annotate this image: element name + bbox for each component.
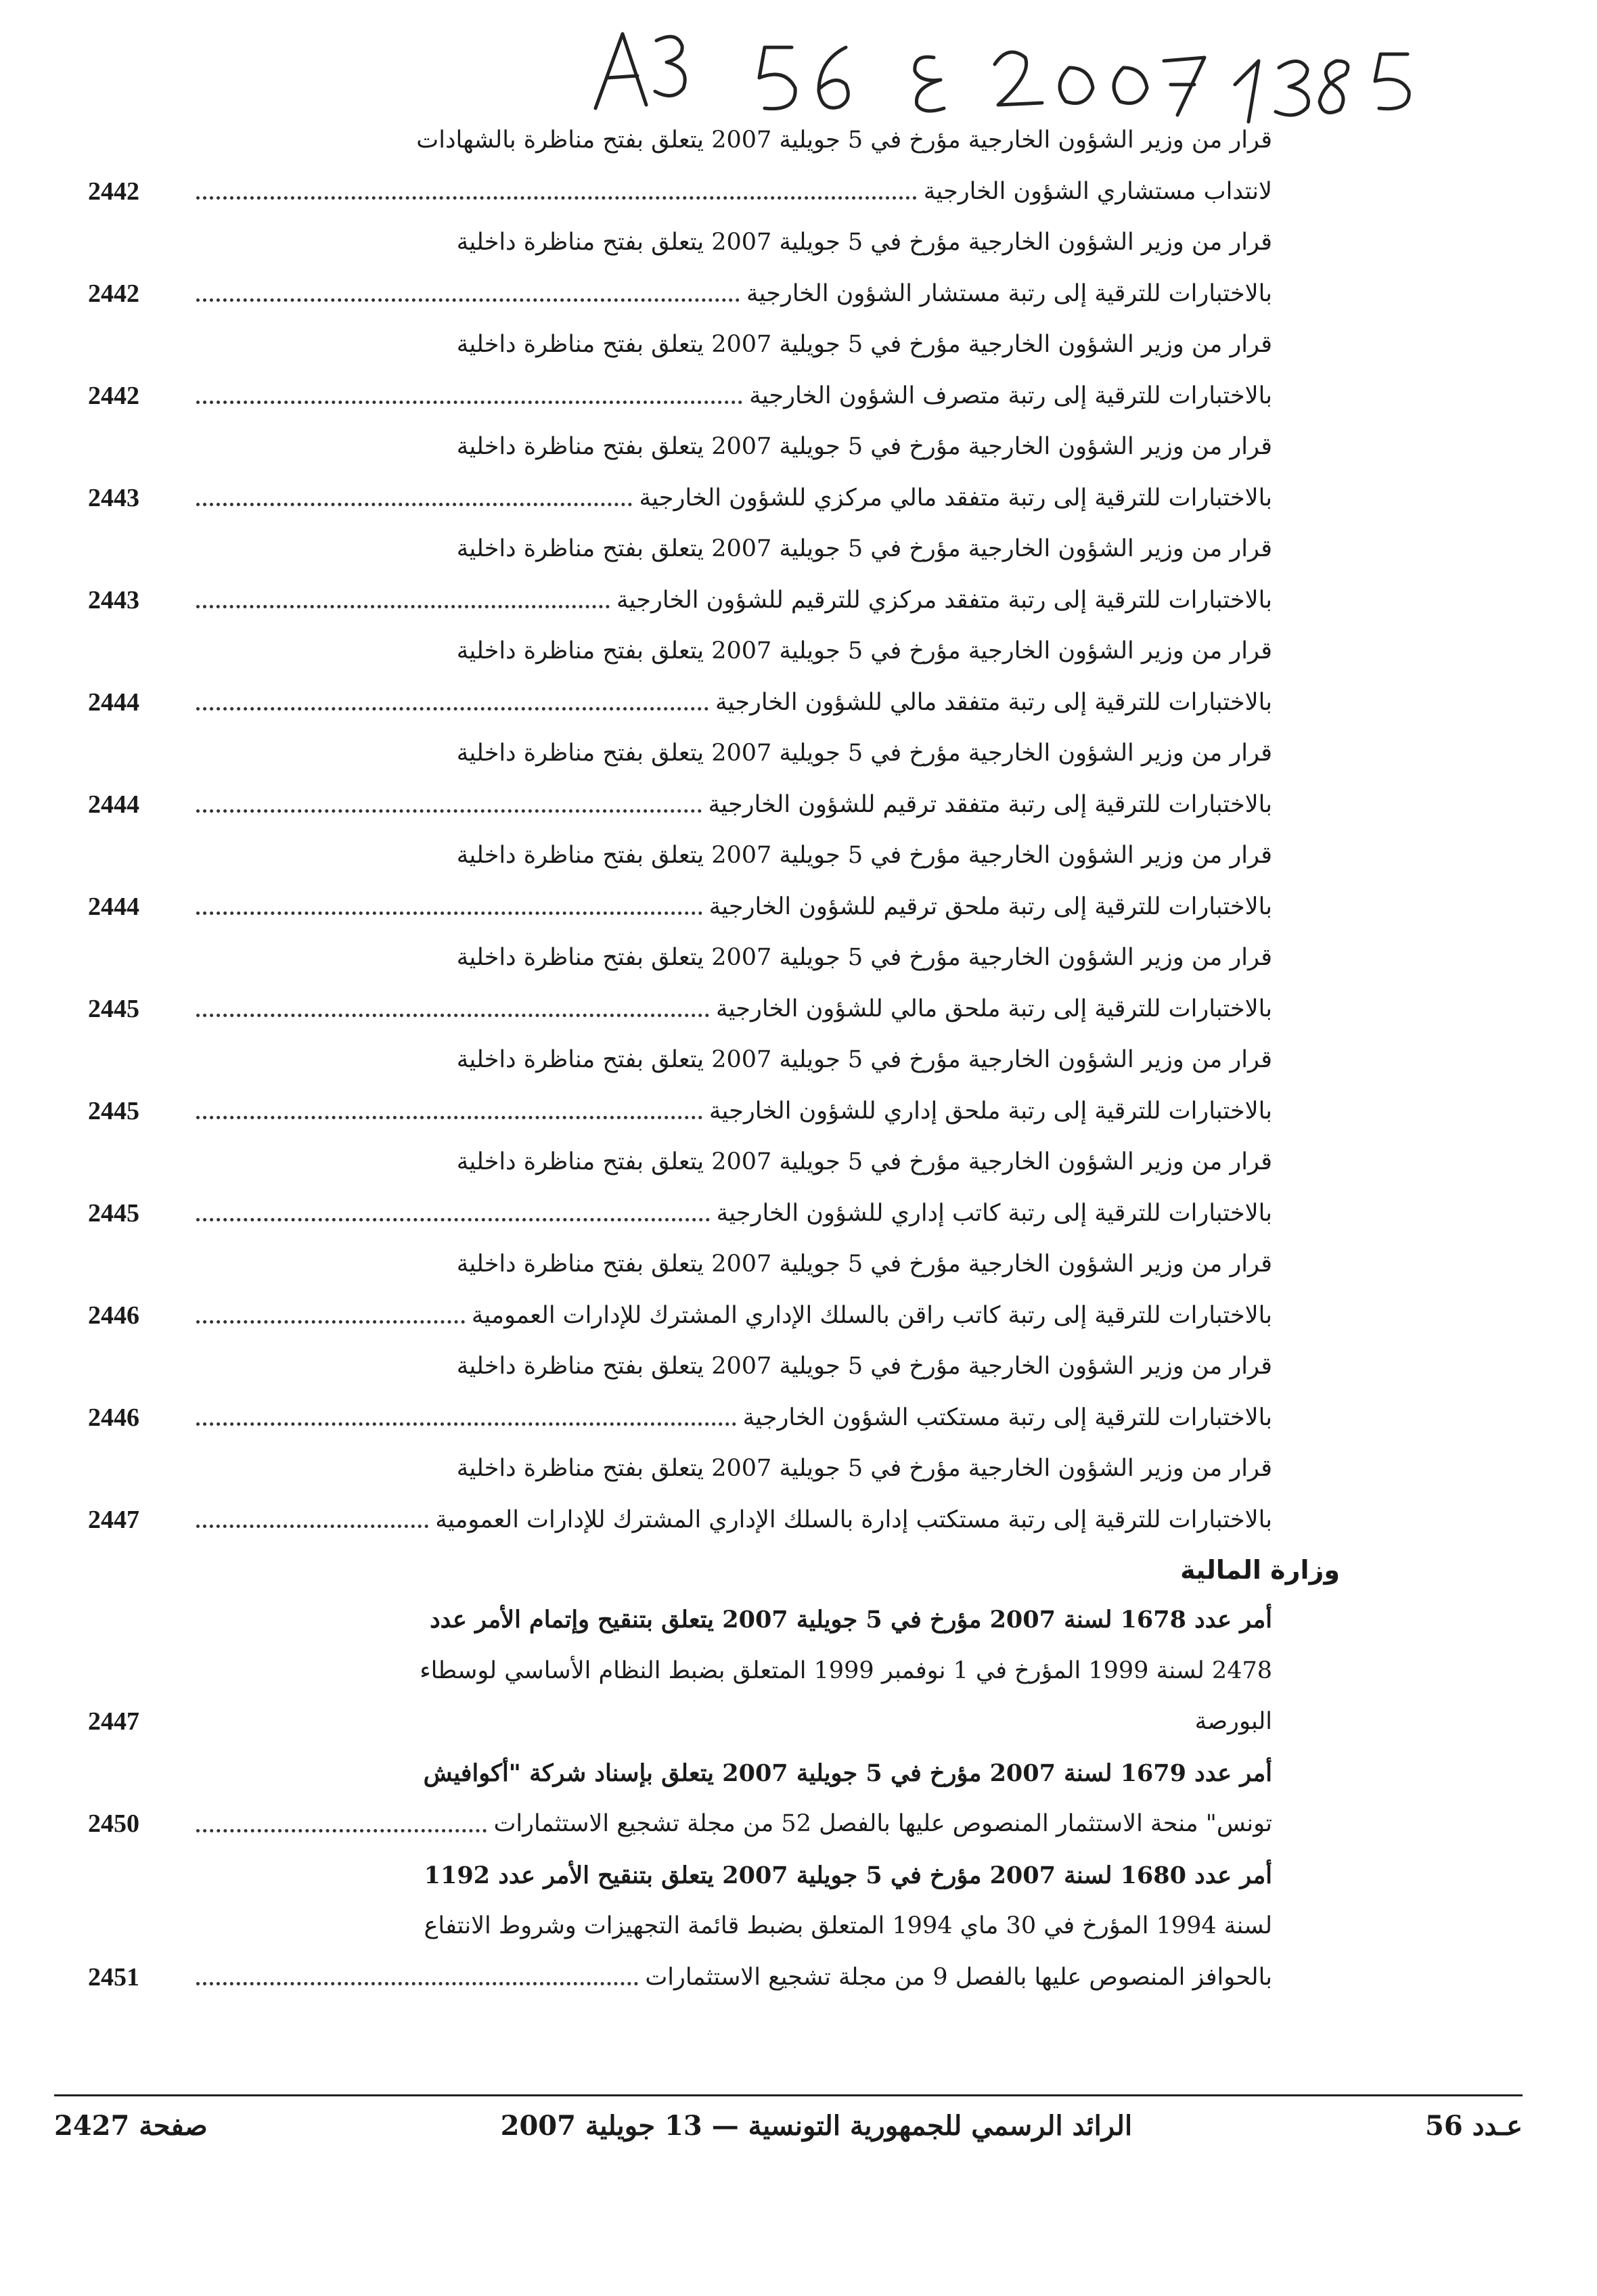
- entry-text: قرار من وزير الشؤون الخارجية مؤرخ في 5 جويلية 2007 يتعلق بفتح مناظرة داخلية: [456, 1148, 1272, 1175]
- entry-text: بالحوافز المنصوص عليها بالفصل 9 من مجلة تشجيع الاستثمارات: [645, 1963, 1272, 1991]
- entry-text: بالاختبارات للترقية إلى رتبة مستشار الشؤون الخارجية: [746, 279, 1272, 307]
- leader-dots: [196, 401, 742, 404]
- entry-text: بالاختبارات للترقية إلى رتبة متصرف الشؤون الخارجية: [749, 382, 1272, 409]
- toc-entry: [88, 1443, 1272, 1546]
- leader-dots: [196, 1982, 638, 1985]
- entry-text: أمر عدد 1679 لسنة 2007 مؤرخ في 5 جويلية 2007 يتعلق بإسناد شركة "أكوافيش: [423, 1759, 1272, 1787]
- entry-line: [196, 217, 1272, 269]
- page-reference: 2443: [88, 483, 139, 512]
- entry-line: [196, 1748, 1272, 1799]
- leader-dots: [196, 1218, 710, 1221]
- entry-text: قرار من وزير الشؤون الخارجية مؤرخ في 5 جويلية 2007 يتعلق بفتح مناظرة داخلية: [456, 842, 1272, 869]
- footer-divider: [54, 2094, 1523, 2096]
- entry-line: [88, 1086, 1272, 1138]
- leader-dots: [196, 1525, 428, 1528]
- toc-entry: [88, 1341, 1272, 1443]
- entry-text: تونس" منحة الاستثمار المنصوص عليها بالفصل 52 من مجلة تشجيع الاستثمارات: [493, 1810, 1272, 1837]
- toc-entry: [88, 1850, 1272, 2004]
- leader-dots: [196, 1014, 709, 1017]
- entry-line: [196, 1443, 1272, 1495]
- entry-line: [196, 932, 1272, 984]
- page-reference: 2442: [88, 279, 139, 308]
- entry-line: [196, 1341, 1272, 1393]
- entry-text: قرار من وزير الشؤون الخارجية مؤرخ في 5 جويلية 2007 يتعلق بفتح مناظرة داخلية: [456, 1353, 1272, 1380]
- leader-dots: [196, 196, 917, 200]
- entry-line: [88, 575, 1272, 627]
- entry-text: قرار من وزير الشؤون الخارجية مؤرخ في 5 جويلية 2007 يتعلق بفتح مناظرة داخلية: [456, 535, 1272, 562]
- entry-line: [88, 166, 1272, 218]
- entry-text: بالاختبارات للترقية إلى رتبة متفقد مالي مركزي للشؤون الخارجية: [639, 484, 1272, 512]
- toc-entry: [88, 115, 1272, 217]
- entry-text: أمر عدد 1680 لسنة 2007 مؤرخ في 5 جويلية 2007 يتعلق بتنقيح الأمر عدد 1192: [424, 1861, 1272, 1889]
- entry-line: [196, 1850, 1272, 1901]
- toc-entry: [88, 422, 1272, 524]
- page-reference: 2445: [88, 994, 139, 1023]
- entry-text: بالاختبارات للترقية إلى رتبة متفقد مركزي للترقيم للشؤون الخارجية: [616, 586, 1272, 614]
- entry-line: [88, 269, 1272, 320]
- page-reference: 2444: [88, 688, 139, 717]
- toc-entry: [88, 626, 1272, 728]
- toc-entry: [88, 1748, 1272, 1850]
- entry-line: [88, 371, 1272, 422]
- entry-line: [88, 1696, 1272, 1748]
- page-reference: 2445: [88, 1198, 139, 1228]
- entry-text: بالاختبارات للترقية إلى رتبة ملحق مالي للشؤون الخارجية: [716, 995, 1272, 1022]
- entry-line: [88, 1952, 1272, 2004]
- leader-dots: [196, 1320, 465, 1324]
- page-reference: 2442: [88, 177, 139, 206]
- page-reference: 2447: [88, 1505, 139, 1534]
- entry-text: قرار من وزير الشؤون الخارجية مؤرخ في 5 جويلية 2007 يتعلق بفتح مناظرة داخلية: [456, 944, 1272, 971]
- entry-line: [88, 1188, 1272, 1240]
- leader-dots: [196, 911, 702, 915]
- entry-line: [88, 780, 1272, 831]
- entry-line: [88, 1393, 1272, 1444]
- entry-line: [196, 1901, 1272, 1952]
- toc-entry: [88, 1239, 1272, 1341]
- entry-text: لانتداب مستشاري الشؤون الخارجية: [923, 177, 1272, 205]
- entry-text: 2478 لسنة 1999 المؤرخ في 1 نوفمبر 1999 المتعلق بضبط النظام الأساسي لوسطاء: [420, 1657, 1272, 1684]
- entry-line: [88, 1290, 1272, 1342]
- entry-line: [196, 1239, 1272, 1290]
- entry-line: [196, 626, 1272, 677]
- toc-entry: [88, 1035, 1272, 1137]
- entry-text: أمر عدد 1678 لسنة 2007 مؤرخ في 5 جويلية 2007 يتعلق بتنقيح وإتمام الأمر عدد: [430, 1606, 1272, 1634]
- entry-text: قرار من وزير الشؤون الخارجية مؤرخ في 5 جويلية 2007 يتعلق بفتح مناظرة داخلية: [456, 740, 1272, 767]
- leader-dots: [196, 298, 740, 302]
- entry-line: [88, 473, 1272, 524]
- toc-entry: [88, 319, 1272, 422]
- entry-line: [88, 1495, 1272, 1546]
- entry-text: قرار من وزير الشؤون الخارجية مؤرخ في 5 جويلية 2007 يتعلق بفتح مناظرة داخلية: [456, 229, 1272, 256]
- entry-line: [88, 882, 1272, 933]
- journal-title: الرائد الرسمي للجمهورية التونسية — 13 جويلية 2007: [500, 2110, 1133, 2142]
- page-reference: 2450: [88, 1809, 139, 1838]
- entry-text: بالاختبارات للترقية إلى رتبة متفقد مالي للشؤون الخارجية: [715, 688, 1272, 716]
- entry-text: بالاختبارات للترقية إلى رتبة كاتب راقن بالسلك الإداري المشترك للإدارات العمومية: [471, 1301, 1272, 1329]
- toc-entry: [88, 830, 1272, 932]
- page-reference: 2444: [88, 790, 139, 819]
- leader-dots: [196, 1116, 702, 1119]
- entry-text: قرار من وزير الشؤون الخارجية مؤرخ في 5 جويلية 2007 يتعلق بفتح مناظرة داخلية: [456, 637, 1272, 665]
- entry-line: [196, 422, 1272, 473]
- entry-line: [196, 524, 1272, 575]
- page-reference: 2451: [88, 1962, 139, 1991]
- leader-dots: [196, 503, 632, 506]
- entry-line: [88, 677, 1272, 729]
- entry-text: بالاختبارات للترقية إلى رتبة مستكتب الشؤون الخارجية: [742, 1403, 1272, 1431]
- entry-text: قرار من وزير الشؤون الخارجية مؤرخ في 5 جويلية 2007 يتعلق بفتح مناظرة داخلية: [456, 1251, 1272, 1278]
- entry-line: [196, 115, 1272, 166]
- page-footer: [54, 2110, 1523, 2142]
- entry-line: [88, 1799, 1272, 1850]
- entry-text: قرار من وزير الشؤون الخارجية مؤرخ في 5 جويلية 2007 يتعلق بفتح مناظرة داخلية: [456, 331, 1272, 358]
- entry-text: بالاختبارات للترقية إلى رتبة متفقد ترقيم للشؤون الخارجية: [708, 790, 1272, 818]
- page-reference: 2446: [88, 1403, 139, 1432]
- page-number: صفحة 2427: [54, 2110, 208, 2142]
- toc-entry: [88, 1594, 1272, 1748]
- page-reference: 2444: [88, 892, 139, 921]
- page-reference: 2443: [88, 585, 139, 614]
- entry-text: بالاختبارات للترقية إلى رتبة كاتب إداري للشؤون الخارجية: [716, 1199, 1272, 1227]
- page-reference: 2446: [88, 1301, 139, 1330]
- toc-entry: [88, 524, 1272, 626]
- entry-text: قرار من وزير الشؤون الخارجية مؤرخ في 5 جويلية 2007 يتعلق بفتح مناظرة داخلية: [456, 1046, 1272, 1073]
- page-reference: 2445: [88, 1096, 139, 1125]
- page-reference: 2442: [88, 381, 139, 410]
- entry-line: [196, 830, 1272, 882]
- entry-line: [88, 984, 1272, 1035]
- entry-line: [196, 1035, 1272, 1086]
- entry-text: قرار من وزير الشؤون الخارجية مؤرخ في 5 جويلية 2007 يتعلق بفتح مناظرة داخلية: [456, 1455, 1272, 1482]
- entry-text: بالاختبارات للترقية إلى رتبة ملحق إداري للشؤون الخارجية: [708, 1097, 1272, 1125]
- entry-line: [196, 1594, 1272, 1646]
- entry-text: قرار من وزير الشؤون الخارجية مؤرخ في 5 جويلية 2007 يتعلق بفتح مناظرة بالشهادات: [416, 127, 1272, 154]
- entry-line: [196, 1137, 1272, 1188]
- entry-text: قرار من وزير الشؤون الخارجية مؤرخ في 5 جويلية 2007 يتعلق بفتح مناظرة داخلية: [456, 433, 1272, 460]
- toc-entry: [88, 728, 1272, 830]
- leader-dots: [196, 1422, 736, 1426]
- toc-entry: [88, 217, 1272, 319]
- leader-dots: [196, 707, 708, 711]
- table-of-contents: [88, 115, 1340, 2003]
- entry-line: [196, 319, 1272, 371]
- entry-line: [196, 728, 1272, 780]
- issue-number: عـدد 56: [1425, 2110, 1523, 2142]
- leader-dots: [196, 809, 702, 813]
- leader-dots: [196, 1829, 487, 1832]
- toc-entry: [88, 932, 1272, 1035]
- toc-entry: [88, 1137, 1272, 1239]
- entry-line: [196, 1646, 1272, 1697]
- entry-text: لسنة 1994 المؤرخ في 30 ماي 1994 المتعلق بضبط قائمة التجهيزات وشروط الانتفاع: [424, 1912, 1272, 1939]
- page-reference: 2447: [88, 1707, 139, 1736]
- leader-dots: [196, 605, 610, 608]
- entry-text: بالاختبارات للترقية إلى رتبة ملحق ترقيم للشؤون الخارجية: [708, 893, 1272, 920]
- section-heading: وزارة المالية: [1180, 1555, 1340, 1585]
- entry-text: بالاختبارات للترقية إلى رتبة مستكتب إدارة بالسلك الإداري المشترك للإدارات العمومية: [435, 1506, 1272, 1533]
- entry-text: البورصة: [1194, 1708, 1272, 1735]
